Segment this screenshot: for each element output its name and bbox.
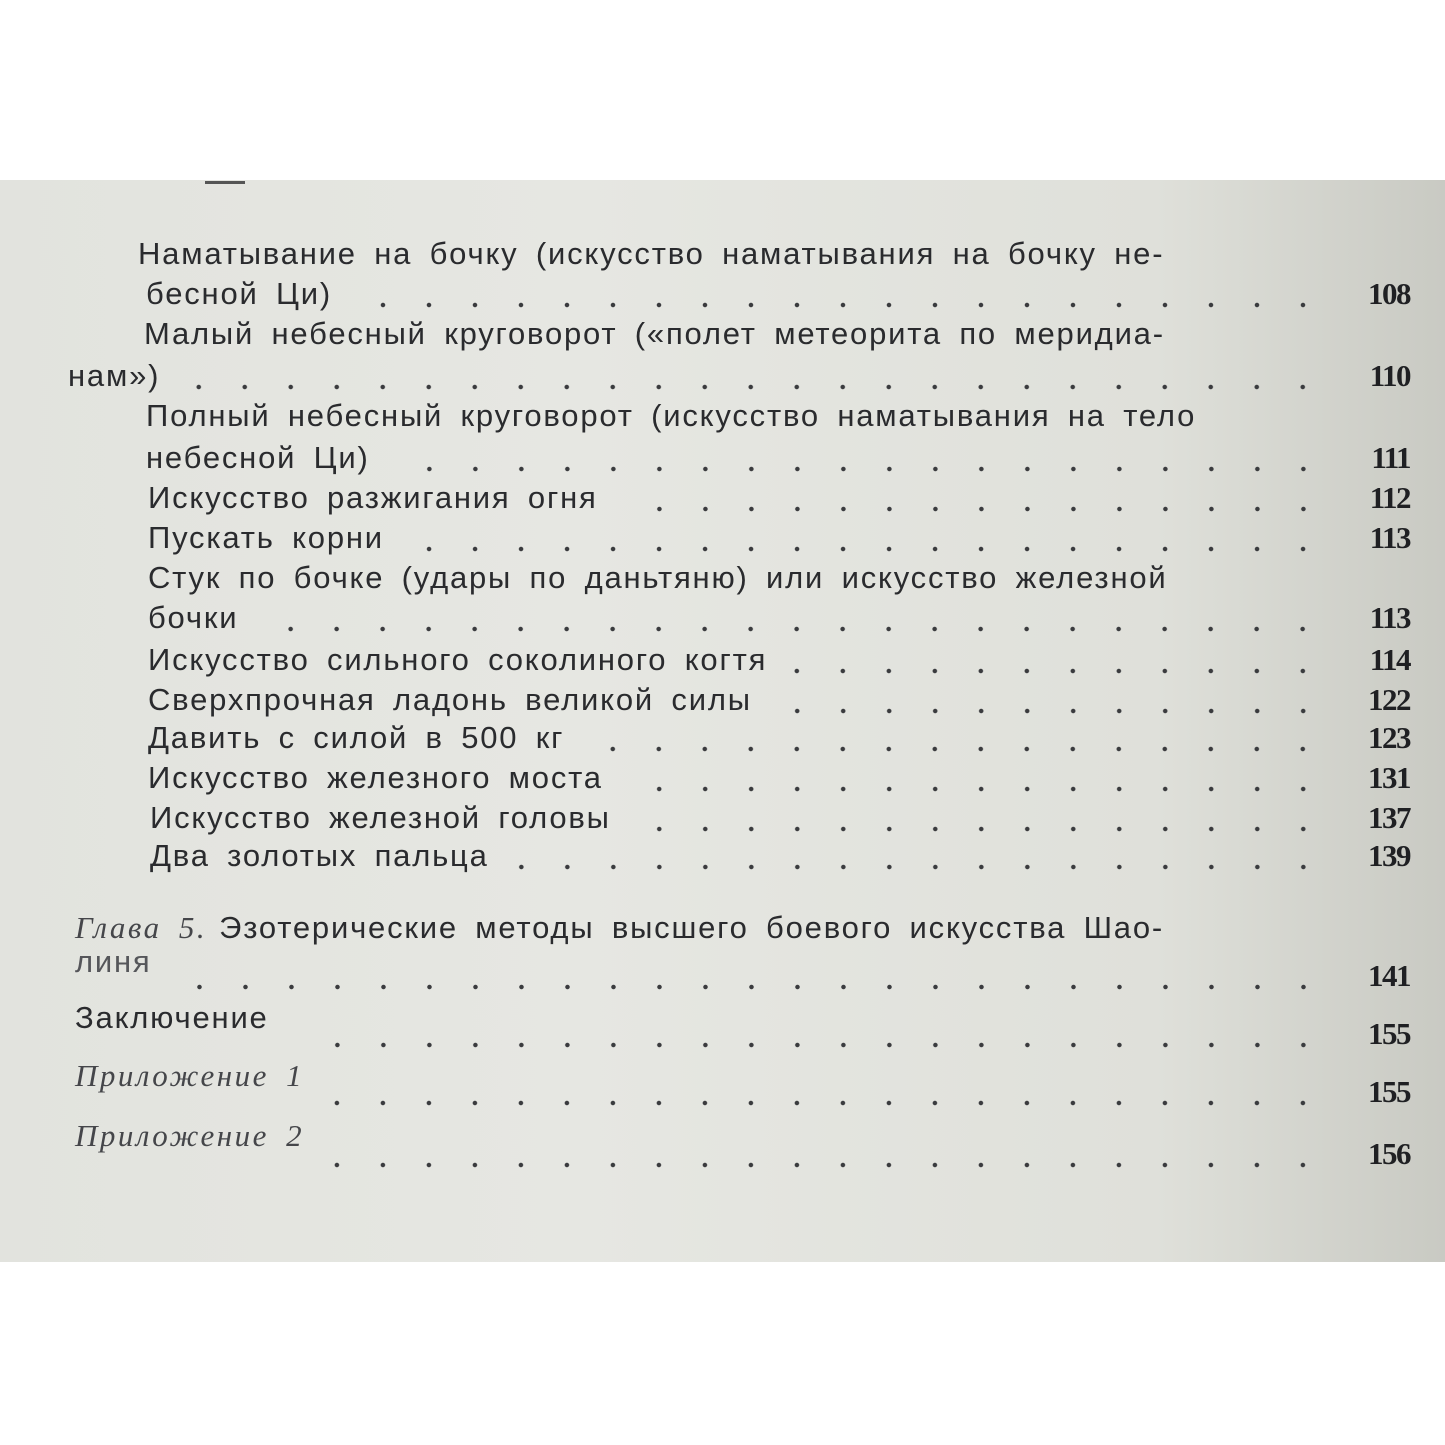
toc-entry-title: Искусство железного моста: [148, 760, 603, 795]
toc-page-number: 141: [1368, 958, 1410, 993]
toc-page-number: 139: [1368, 838, 1410, 873]
toc-entry-title: Эзотерические методы высшего боевого искусства Шао-: [219, 910, 1165, 945]
toc-page-number: 137: [1368, 800, 1410, 835]
toc-entry-line: [0, 232, 1410, 272]
toc-entry-title: линя: [75, 944, 152, 979]
toc-page-number: 113: [1369, 600, 1410, 635]
toc-entry-line: [0, 394, 1410, 434]
toc-page-number: 123: [1368, 720, 1410, 755]
toc-entry-line: [0, 1058, 1410, 1110]
toc-page-number: 122: [1368, 682, 1410, 717]
toc-entry-line: [0, 596, 1410, 636]
dot-leader: [793, 668, 1326, 674]
page-mark: [205, 181, 245, 184]
toc-entry-title: Наматывание на бочку (искусство наматывания на бочку не-: [138, 236, 1165, 271]
toc-entry-line: [0, 796, 1410, 836]
dot-leader: [637, 826, 1326, 832]
toc-page-number: 114: [1369, 642, 1410, 677]
toc-entry-title: Сверхпрочная ладонь великой силы: [148, 682, 752, 717]
toc-entry-title: Давить с силой в 500 кг: [148, 720, 565, 755]
toc-page-number: 155: [1368, 1074, 1410, 1109]
dot-leader: [396, 466, 1326, 472]
toc-page-number: 113: [1369, 520, 1410, 555]
dot-leader: [295, 1042, 1326, 1048]
toc-entry-line: [0, 944, 1410, 994]
dot-leader: [410, 546, 1326, 552]
toc-page-number: 131: [1368, 760, 1410, 795]
toc-entry-line: [0, 834, 1410, 874]
toc-entry-title: Два золотых пальца: [150, 838, 489, 873]
toc-entry-title: бочки: [148, 600, 239, 635]
toc-page-number: 110: [1369, 358, 1410, 393]
toc-entry-line: [0, 716, 1410, 756]
dot-leader: [264, 626, 1326, 632]
dot-leader: [358, 302, 1326, 308]
toc-entry-title: Приложение 1: [75, 1058, 305, 1093]
toc-entry-title: Искусство сильного соколиного когтя: [148, 642, 768, 677]
toc-entry-line: [0, 272, 1410, 312]
toc-entry-title: небесной Ци): [146, 440, 370, 475]
dot-leader: [178, 984, 1326, 990]
toc-entry-line: [0, 436, 1410, 476]
toc-entry-title: Приложение 2: [75, 1118, 305, 1153]
toc-page-number: 156: [1368, 1136, 1410, 1171]
toc-page-number: 155: [1368, 1016, 1410, 1051]
toc-entry-line: [0, 516, 1410, 556]
dot-leader: [330, 1162, 1326, 1168]
dot-leader: [590, 746, 1326, 752]
dot-leader: [778, 708, 1326, 714]
toc-entry-line: [0, 1000, 1410, 1052]
dot-leader: [629, 786, 1326, 792]
toc-entry-line: [0, 556, 1410, 596]
toc-entry-line: [0, 678, 1410, 718]
toc-entry-title: Полный небесный круговорот (искусство наматывания на тело: [146, 398, 1197, 433]
toc-entry-title: Заключение: [75, 1000, 269, 1035]
toc-entry-title: Малый небесный круговорот («полет метеорита по меридиа-: [144, 316, 1165, 351]
toc-entry-title: Искусство разжигания огня: [148, 480, 598, 515]
dot-leader: [624, 506, 1326, 512]
toc-entry-title: Искусство железной головы: [150, 800, 611, 835]
toc-entry-title: нам»): [68, 358, 161, 393]
chapter-label: Глава 5.: [75, 910, 208, 945]
dot-leader: [186, 384, 1326, 390]
dot-leader: [330, 1100, 1326, 1106]
toc-entry-line: [0, 638, 1410, 678]
toc-entry-title: бесной Ци): [146, 276, 333, 311]
toc-entry-line: [0, 476, 1410, 516]
toc-entry-line: [0, 312, 1410, 352]
toc-page-number: 108: [1368, 276, 1410, 311]
toc-entry-line: [0, 1118, 1410, 1172]
toc-entry-line: [0, 756, 1410, 796]
toc-entry-title: Стук по бочке (удары по даньтяню) или искусство железной: [148, 560, 1168, 595]
toc-entry-title: Пускать корни: [148, 520, 384, 555]
toc-entry-line: [0, 354, 1410, 394]
dot-leader: [515, 864, 1326, 870]
toc-page-number: 111: [1371, 440, 1410, 475]
toc-chapter-line: [0, 906, 1410, 946]
toc-page-number: 112: [1369, 480, 1410, 515]
